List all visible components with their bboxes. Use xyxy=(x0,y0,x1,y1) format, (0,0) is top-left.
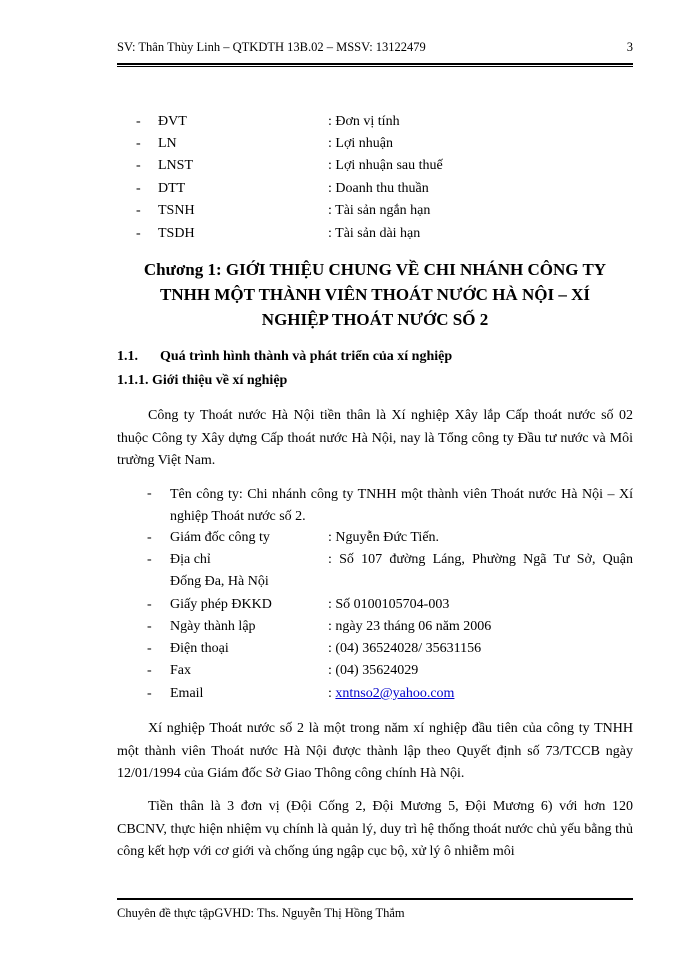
address-value-cont: Đống Đa, Hà Nội xyxy=(170,574,269,589)
page-header xyxy=(117,40,633,55)
paragraph-history: Xí nghiệp Thoát nước số 2 là một trong năm xí nghiệp đầu tiên của công ty TNHH một thành viên Thoát nước Hà Nội được thành lập theo Quyết định số 73/TCCB ngày 12/01/1994 của Giám đốc Sở Giao Thông công chính Hà Nội. xyxy=(117,721,633,781)
phone-label: Điện thoại xyxy=(170,641,229,656)
section-heading-1-1-1: 1.1.1. Giới thiệu về xí nghiệp xyxy=(117,373,288,388)
company-name: Tên công ty: Chi nhánh công ty TNHH một thành viên Thoát nước Hà Nội – Xí nghiệp Thoát nước số 2. xyxy=(170,487,633,524)
email-prefix: : xyxy=(328,686,336,701)
phone-value: : (04) 36524028/ 35631156 xyxy=(328,641,482,656)
director-label: Giám đốc công ty xyxy=(170,530,270,545)
address-value: : Số 107 đường Láng, Phường Ngã Tư Sở, Quận xyxy=(328,552,633,567)
paragraph-origin: Tiền thân là 3 đơn vị (Đội Cống 2, Đội Mương 5, Đội Mương 6) với hơn 120 CBCNV, thực hiện nhiệm vụ chính là quản lý, duy trì hệ thống thoát nước chủ yếu bằng thủ công kết hợp với cơ giới và chống úng ngập cục bộ, xử lý ô nhiễm môi xyxy=(117,799,633,859)
established-value: : ngày 23 tháng 06 năm 2006 xyxy=(328,619,492,634)
header-student-info: SV: Thân Thùy Linh – QTKDTH 13B.02 – MSSV: 13122479 xyxy=(117,40,426,54)
email-label: Email xyxy=(170,686,204,701)
fax-value: : (04) 35624029 xyxy=(328,663,419,678)
paragraph-intro: Công ty Thoát nước Hà Nội tiền thân là Xí nghiệp Xây lắp Cấp thoát nước số 02 thuộc Công ty Xây dựng Cấp thoát nước Hà Nội, nay là Tổng công ty Đầu tư nước và Môi trường Việt Nam. xyxy=(117,408,633,468)
chapter-title-line: Chương 1: GIỚI THIỆU CHUNG VỀ CHI NHÁNH CÔNG TY xyxy=(143,260,607,279)
director-value: : Nguyễn Đức Tiến. xyxy=(328,530,440,545)
license-label: Giấy phép ĐKKD xyxy=(170,597,272,612)
chapter-title-line: NGHIỆP THOÁT NƯỚC SỐ 2 xyxy=(261,310,489,329)
fax-label: Fax xyxy=(170,663,191,678)
header-rule xyxy=(117,63,633,65)
license-value: : Số 0100105704-003 xyxy=(328,597,450,612)
page-footer: Chuyên đề thực tậpGVHD: Ths. Nguyễn Thị Hồng Thắm xyxy=(117,906,405,920)
chapter-title xyxy=(117,257,633,332)
page-number: 3 xyxy=(626,40,633,54)
email-link[interactable]: xntnso2@yahoo.com xyxy=(335,686,455,701)
email-value-wrap xyxy=(328,686,454,702)
header-rule-thin xyxy=(117,66,633,67)
address-label: Địa chỉ xyxy=(170,552,211,567)
established-label: Ngày thành lập xyxy=(170,619,256,634)
chapter-title-line: TNHH MỘT THÀNH VIÊN THOÁT NƯỚC HÀ NỘI – XÍ xyxy=(160,285,590,304)
footer-rule xyxy=(117,898,633,900)
